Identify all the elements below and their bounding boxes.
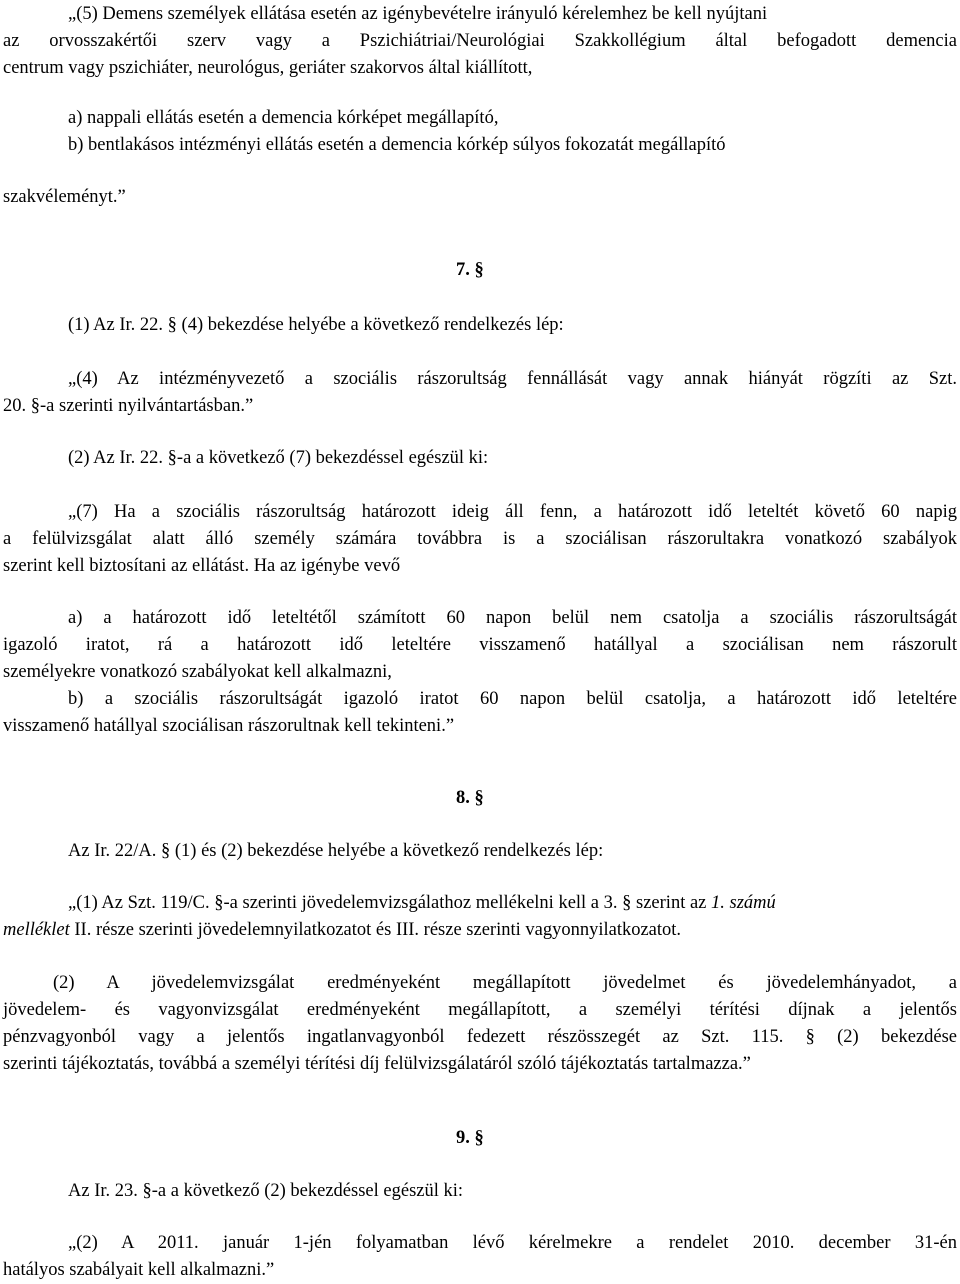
section-heading-9: 9. § — [456, 1128, 484, 1148]
paragraph: (2) Az Ir. 22. §-a a következő (7) bekezdéssel egészül ki: — [68, 448, 489, 468]
text-span: az orvosszakértői szerv vagy a Pszichiátriai/Neurológiai Szakkollégium által befogadott demencia — [3, 31, 957, 51]
list-item-a — [3, 633, 957, 657]
quote-line — [3, 1025, 957, 1049]
section-heading-7: 7. § — [456, 260, 484, 280]
quote-line — [3, 998, 957, 1022]
text-line: centrum vagy pszichiáter, neurológus, geriáter szakorvos által kiállított, — [3, 58, 533, 78]
quote-line — [3, 971, 957, 995]
text-span: „(4) Az intézményvezető a szociális rászorultság fennállását vagy annak hiányát rögzíti az Szt. — [68, 369, 957, 389]
list-item-b: b) bentlakásos intézményi ellátás esetén a demencia kórkép súlyos fokozatát megállapító — [68, 135, 726, 155]
text-line: „(5) Demens személyek ellátása esetén az igénybevételre irányuló kérelemhez be kell nyújtani — [68, 4, 768, 24]
list-item-b: visszamenő hatállyal szociálisan rászorultnak kell tekinteni.” — [3, 716, 455, 736]
text-span: „(2) A 2011. január 1-jén folyamatban lévő kérelmekre a rendelet 2010. december 31-én — [68, 1233, 957, 1253]
text-span: a felülvizsgálat alatt álló személy számára továbbra is a szociálisan rászorultakra vonatkozó szabályok — [3, 529, 957, 549]
text-span: igazoló iratot, rá a határozott idő leteltére visszamenő hatállyal a szociálisan nem rászorult — [3, 635, 957, 655]
paragraph: Az Ir. 22/A. § (1) és (2) bekezdése helyébe a következő rendelkezés lép: — [68, 841, 604, 861]
list-item-a: a) nappali ellátás esetén a demencia kórképet megállapító, — [68, 108, 499, 128]
text-span: „(1) Az Szt. 119/C. §-a szerinti jövedelemvizsgálathoz mellékelni kell a 3. § szerint az — [68, 893, 712, 913]
text-span: „(7) Ha a szociális rászorultság határozott ideig áll fenn, a határozott idő leteltét követő 60 napig — [68, 502, 957, 522]
text-line — [3, 29, 957, 53]
quote-line — [3, 367, 957, 391]
list-item-a: személyekre vonatkozó szabályokat kell alkalmazni, — [3, 662, 392, 682]
text-span: pénzvagyonból vagy a jelentős ingatlanvagyonból fedezett részösszegét az Szt. 115. § (2) bekezdése — [3, 1027, 957, 1047]
list-item-b — [3, 687, 957, 711]
paragraph: (1) Az Ir. 22. § (4) bekezdése helyébe a következő rendelkezés lép: — [68, 315, 564, 335]
text-span: a) a határozott idő leteltétől számított 60 napon belül nem csatolja a szociális rászorultságát — [68, 608, 957, 628]
text-span: (2) A jövedelemvizsgálat eredményeként megállapított jövedelmet és jövedelemhányadot, a — [53, 973, 957, 993]
text-line: szakvéleményt.” — [3, 187, 126, 207]
quote-line: szerint kell biztosítani az ellátást. Ha az igénybe vevő — [3, 556, 401, 576]
quote-line — [3, 500, 957, 524]
section-heading-8: 8. § — [456, 788, 484, 808]
annex-ref: 1. számú — [711, 893, 776, 913]
quote-line: hatályos szabályait kell alkalmazni.” — [3, 1260, 275, 1280]
text-span: jövedelem- és vagyonvizsgálat eredményeként megállapított, a személyi térítési díjnak a jelentős — [3, 1000, 957, 1020]
quote-line — [68, 891, 776, 915]
paragraph: Az Ir. 23. §-a a következő (2) bekezdéssel egészül ki: — [68, 1181, 464, 1201]
quote-line: szerinti tájékoztatás, továbbá a személyi térítési díj felülvizsgálatáról szóló tájékoztatás tartalmazza.” — [3, 1054, 751, 1074]
text-span: b) a szociális rászorultságát igazoló iratot 60 napon belül csatolja, a határozott idő leteltére — [68, 689, 957, 709]
list-item-a — [3, 606, 957, 630]
quote-line: 20. §-a szerinti nyilvántartásban.” — [3, 396, 254, 416]
quote-line — [3, 918, 681, 942]
text-span: II. része szerinti jövedelemnyilatkozatot és III. része szerinti vagyonnyilatkozatot. — [69, 920, 682, 940]
quote-line — [3, 1231, 957, 1255]
annex-ref: melléklet — [3, 920, 70, 940]
quote-line — [3, 527, 957, 551]
